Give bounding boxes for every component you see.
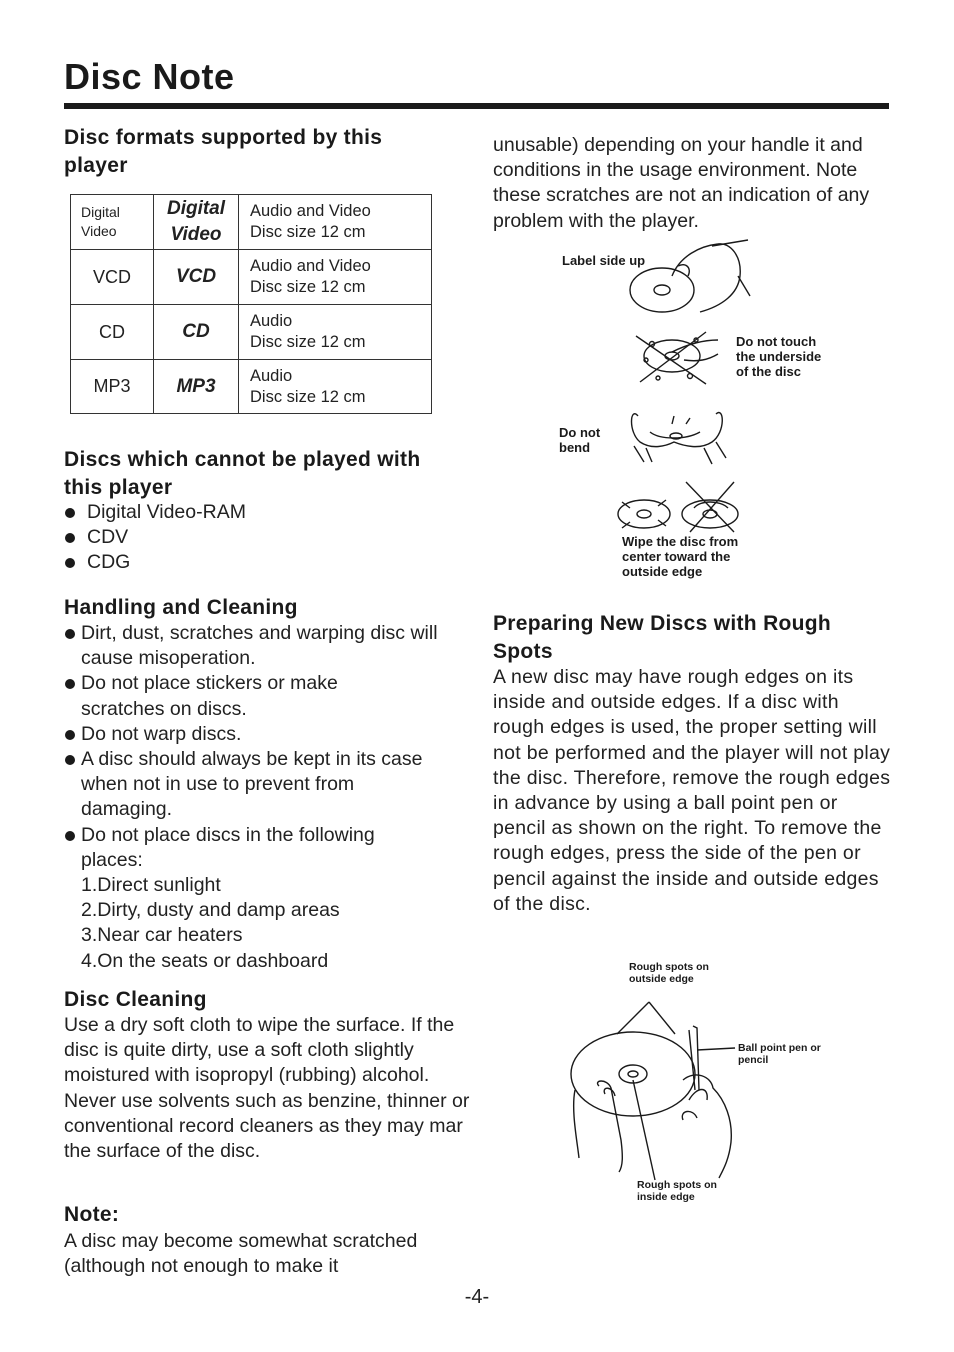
note-heading: Note: (64, 1203, 120, 1226)
unplayable-list (64, 500, 464, 576)
table-row (71, 360, 432, 414)
list-item: 1.Direct sunlight (81, 874, 221, 896)
formats-heading: Disc formats supported by this player (64, 126, 383, 177)
title-rule (64, 103, 889, 109)
format-logo: MP3 (154, 360, 239, 414)
rough-edge-illustration (565, 990, 755, 1190)
format-desc: Audio Disc size 12 cm (239, 305, 432, 360)
label-side-label: Label side up (562, 253, 646, 268)
no-touch-label: Do not touch the underside of the disc (736, 334, 822, 379)
format-logo: VCD (154, 250, 239, 305)
list-item: A disc should always be kept in its case when not in use to prevent from damaging. (64, 747, 464, 823)
list-item: 2.Dirty, dusty and damp areas (81, 899, 340, 922)
list-item: Dirt, dust, scratches and warping disc will cause misoperation. (64, 621, 464, 671)
disc-no-touch-drawing (636, 332, 718, 384)
disc-no-bend-drawing (632, 412, 727, 464)
outside-edge-label: Rough spots on outside edge (629, 961, 709, 985)
list-item: Do not place discs in the following places: (64, 823, 464, 873)
format-type: CD (71, 305, 154, 360)
pen-label: Ball point pen or pencil (738, 1042, 821, 1066)
format-type: VCD (71, 250, 154, 305)
note-continued: unusable) depending on your handle it and conditions in the usage environment. Note these scratches are not an indication of any problem with the player. (493, 134, 870, 232)
no-bend-label: Do not bend (559, 425, 601, 455)
format-logo: CD (154, 305, 239, 360)
list-item: Digital Video-RAM (64, 500, 464, 525)
table-row (71, 195, 432, 250)
list-item: CDV (64, 525, 464, 550)
page-number: -4- (464, 1286, 490, 1308)
cleaning-heading: Disc Cleaning (64, 988, 207, 1011)
format-desc: Audio Disc size 12 cm (239, 360, 432, 414)
unplayable-heading: Discs which cannot be played with this player (64, 448, 421, 499)
handling-list (64, 621, 464, 873)
disc-handling-illustration (600, 236, 770, 536)
table-row (71, 305, 432, 360)
cleaning-text: Use a dry soft cloth to wipe the surface. If the disc is quite dirty, use a soft cloth slightly moistured with isopropyl (rubbing) alcohol. Never use solvents such as benzine, thinner or conventional record cleaners as they may mar the surface of the disc. (64, 1014, 470, 1163)
handling-heading: Handling and Cleaning (64, 596, 298, 619)
list-item: Do not warp discs. (64, 722, 464, 747)
rough-heading: Preparing New Discs with Rough Spots (493, 612, 832, 663)
format-desc: Audio and Video Disc size 12 cm (239, 195, 432, 250)
format-logo: Digital Video (154, 195, 239, 250)
format-desc: Audio and Video Disc size 12 cm (239, 250, 432, 305)
list-item: CDG (64, 550, 464, 575)
formats-table (70, 194, 432, 414)
table-row (71, 250, 432, 305)
format-type: Digital Video (71, 195, 154, 250)
format-type: MP3 (71, 360, 154, 414)
inside-edge-label: Rough spots on inside edge (637, 1179, 717, 1203)
disc-wipe-drawing (618, 482, 738, 532)
disc-label-up-drawing (630, 240, 750, 312)
list-item: 4.On the seats or dashboard (81, 949, 329, 972)
page-title: Disc Note (64, 56, 235, 97)
wipe-label: Wipe the disc from center toward the outside edge (622, 534, 739, 579)
list-item: Do not place stickers or make scratches on discs. (64, 671, 464, 721)
note-text: A disc may become somewhat scratched (although not enough to make it (64, 1230, 418, 1278)
list-item: 3.Near car heaters (81, 924, 243, 947)
places-list (81, 873, 340, 974)
rough-text: A new disc may have rough edges on its inside and outside edges. If a disc with rough edges is used, the proper setting will not be performed and the player will not play the disc. Therefore, remove the rough edges in advance by using a ball point pen or pencil as shown on the right. To remove the rough edges, press the side of the pen or pencil against the inside and outside edges of the disc. (493, 666, 891, 915)
